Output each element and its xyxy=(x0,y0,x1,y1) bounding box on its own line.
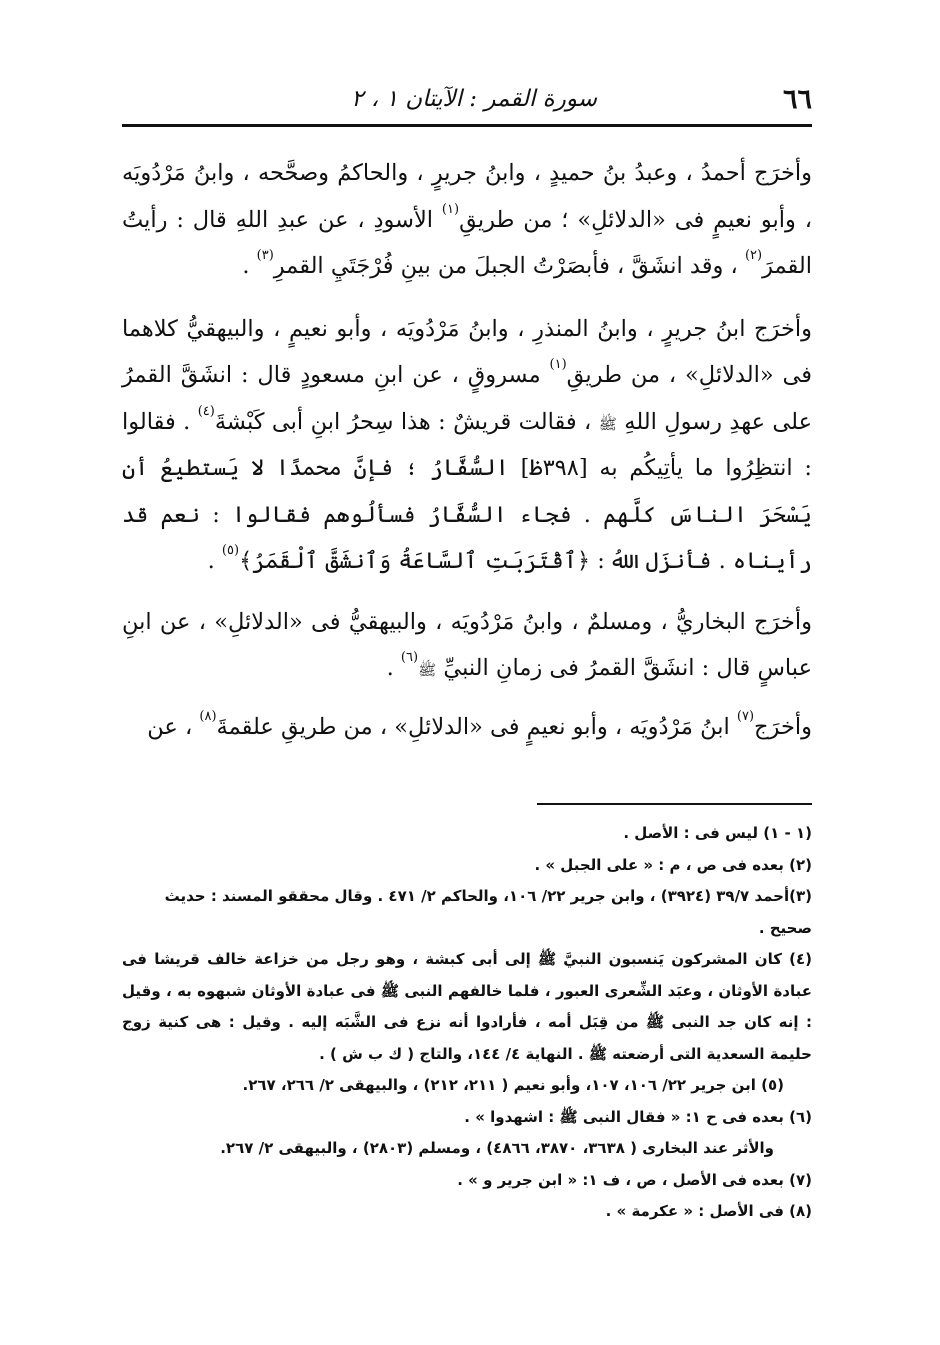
footnote-ref: (٤) xyxy=(197,403,215,419)
text-segment: وأخرَج xyxy=(754,713,812,740)
text-segment: ، فقالت قريشٌ : هذا سِحرُ ابنِ أبى كَبْشةَ xyxy=(214,408,592,435)
text-segment: ابنُ مَرْدُويَه ، وأبو نعيمٍ فى «الدلائلِ» ، من طريقِ علقمةَ xyxy=(216,713,730,740)
footnote-1: (١ - ١) ليس فى : الأصل . xyxy=(623,824,812,842)
footnote-6: (٦) بعده فى ح ١: « فقال النبى ﷺ : اشهدوا » . xyxy=(464,1107,812,1126)
footnote-4: (٤) كان المشركون يَنسبون النبيَّ ﷺ إلى أبى كبشة ، وهو رجل من خزاعة خالف قريشا فى عبادة الأوثان ، وعبَد الشِّعرى العبور ، فلما خالفهم النبى ﷺ فى عبادة الأوثان شبهوه به ، وقيل : إنه كان جد النبى ﷺ من قِبَل أمه ، فأرادوا أنه نزع فى الشَّبَه إليه . وقيل : هى كنية زوج حليمة السعدية التى أرضعته ﷺ . النهاية ٤/ ١٤٤، والتاج ( ك ب ش ) . xyxy=(122,950,812,1063)
main-text xyxy=(122,150,812,750)
text-segment: وأخرَج أحمدُ ، وعبدُ بنُ حميدٍ ، وابنُ جريرٍ ، والحاكمُ وصحَّحه ، وابنُ مَرْدُويَه ، وأبو نعيمٍ فى «الدلائلِ» ؛ من طريقِ xyxy=(122,160,812,233)
footnote-ref: (٥) xyxy=(221,543,240,558)
quran-verse: ﴿ٱقْتَرَبَتِ ٱلسَّاعَةُ وَٱنشَقَّ ٱلْقَمَرُ﴾ xyxy=(239,548,591,574)
footnote-8: (٨) فى الأصل : « عكرمة » . xyxy=(605,1202,812,1220)
text-segment: ، وقد انشَقَّ ، فأبصَرْتُ الجبلَ من بينِ فُرْجَتَيِ القمرِ xyxy=(273,253,738,279)
running-title: سورة القمر : الآيتان ١ ، ٢ xyxy=(351,86,597,112)
text-segment: . xyxy=(242,253,250,279)
paragraph-4 xyxy=(122,704,812,751)
salawat-symbol: ﷺ xyxy=(418,661,437,679)
text-segment: الأسودِ ، عن عبدِ اللهِ قال : رأيتُ القمرَ xyxy=(122,206,812,279)
page-number: ٦٦ xyxy=(782,84,812,115)
text-segment: ، عن xyxy=(147,713,193,740)
text-segment: وأخرَج البخاريُّ ، ومسلمٌ ، وابنُ مَرْدُويَه ، والبيهقيُّ فى «الدلائلِ» ، عن ابنِ عباسٍ قال : انشَقَّ القمرُ فى زمانِ النبيِّ xyxy=(122,608,812,681)
footnote-ref: (٧) xyxy=(736,708,755,724)
footnote-6-continued: والأثر عند البخارى ( ٣٦٣٨، ٣٨٧٠، ٤٨٦٦) ، ومسلم (٢٨٠٣) ، والبيهقى ٢/ ٢٦٧. xyxy=(220,1139,774,1157)
footnote-ref: (٦) xyxy=(400,650,419,665)
footnote-5: (٥) ابن جرير ٢٢/ ١٠٦، ١٠٧، وأبو نعيم ( ٢١١، ٢١٢) ، والبيهقى ٢/ ٢٦٦، ٢٦٧. xyxy=(242,1076,784,1094)
paragraph-2 xyxy=(122,306,812,585)
footnote-3: (٣)أحمد ٣٩/٧ (٣٩٢٤) ، وابن جرير ٢٢/ ١٠٦، والحاكم ٢/ ٤٧١ . وقال محققو المسند : حديث صحيح . xyxy=(164,887,812,937)
footnote-ref: (٣) xyxy=(256,248,274,263)
footnote-ref: (٨) xyxy=(199,708,217,724)
footnote-ref: (١) xyxy=(441,201,460,217)
text-segment: . فقالوا : انتظِرُوا ما يأتِيكُم به [٣٩٨ظ] السُّفَّارُ ؛ فإنَّ محمدًا لا يَستطيعُ أن يَسْحَرَ الناسَ كلَّهم . فجاء السُّفَّارُ فسألُوهم فقالوا : نعم قد رأيناه . فأنزَل اللهُ : xyxy=(122,408,812,574)
text-segment: وأخرَج ابنُ جريرٍ ، وابنُ المنذرِ ، وابنُ مَرْدُويَه ، وأبو نعيمٍ ، والبيهقيُّ كلاهما فى «الدلائلِ» ، من طريقِ xyxy=(122,315,812,388)
salawat-symbol: ﷺ xyxy=(598,414,617,433)
text-segment: . xyxy=(386,655,394,681)
footnote-7: (٧) بعده فى الأصل ، ص ، ف ١: « ابن جرير و » . xyxy=(457,1170,812,1189)
paragraph-3 xyxy=(122,599,812,692)
footnotes xyxy=(122,818,812,1228)
footnote-separator xyxy=(537,803,812,805)
text-segment: مسروقٍ ، عن ابنِ مسعودٍ قال : انشَقَّ القمرُ على عهدِ رسولِ اللهِ xyxy=(122,362,813,435)
footnote-2: (٢) بعده فى ص ، م : « على الجبل » . xyxy=(534,855,812,874)
paragraph-1 xyxy=(122,150,812,290)
header-rule xyxy=(122,124,812,127)
text-segment: . xyxy=(207,548,215,574)
footnote-ref: (٢) xyxy=(744,248,763,263)
footnote-ref: (١) xyxy=(549,357,567,372)
page-header xyxy=(122,80,812,120)
